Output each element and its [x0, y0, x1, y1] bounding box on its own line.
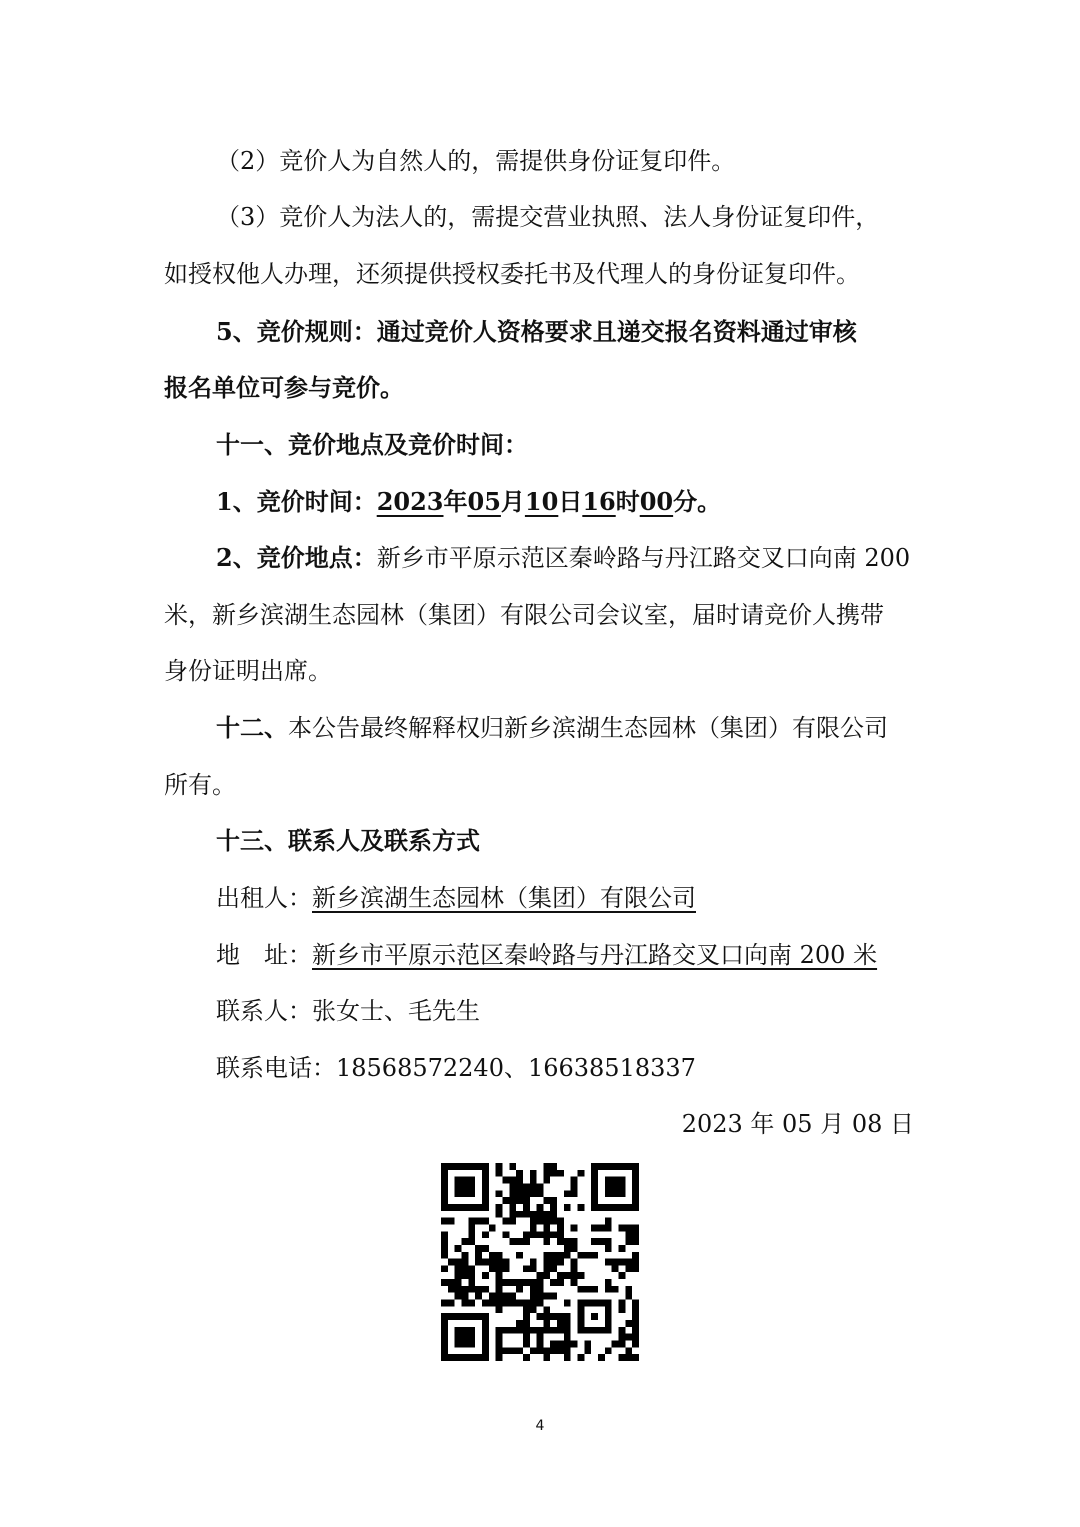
qr-code-icon	[441, 1163, 639, 1361]
bidding-month: 05	[467, 487, 501, 516]
bidding-time-label: 1、竞价时间：	[216, 487, 377, 516]
page-number: 4	[535, 1418, 545, 1434]
lessor-label: 出租人：	[216, 884, 312, 912]
section-12-label: 十二、	[216, 713, 288, 742]
section-11-title: 十一、竞价地点及竞价时间：	[216, 430, 528, 459]
bidding-time	[0, 485, 1080, 519]
bidding-year: 2023	[376, 487, 444, 516]
paragraph-legal-person-line2: 如授权他人办理，还须提供授权委托书及代理人的身份证复印件。	[164, 260, 860, 288]
section-12-text: 本公告最终解释权归新乡滨湖生态园林（集团）有限公司	[288, 714, 888, 742]
bidding-rule-line1: 5、竞价规则：通过竞价人资格要求且递交报名资料通过审核	[216, 317, 857, 346]
section-12-line1	[0, 711, 1080, 745]
hour-unit: 时	[615, 487, 640, 516]
contact-person: 联系人：张女士、毛先生	[216, 997, 480, 1025]
month-unit: 月	[500, 487, 525, 516]
bidding-place-line1	[0, 541, 1080, 575]
address-label: 地 址：	[216, 941, 312, 969]
lessor-row	[0, 881, 1080, 915]
section-13-title: 十三、联系人及联系方式	[216, 826, 480, 855]
section-12-line2: 所有。	[164, 771, 236, 799]
paragraph-natural-person: （2）竞价人为自然人的，需提供身份证复印件。	[216, 147, 736, 175]
bidding-hour: 16	[582, 487, 616, 516]
bidding-rule-line2: 报名单位可参与竞价。	[164, 373, 404, 402]
bidding-place-line2: 米，新乡滨湖生态园林（集团）有限公司会议室，届时请竞价人携带	[164, 601, 884, 629]
announcement-date: 2023 年 05 月 08 日	[681, 1110, 914, 1138]
address-value: 新乡市平原示范区秦岭路与丹江路交叉口向南 200 米	[312, 941, 878, 969]
day-unit: 日	[558, 487, 583, 516]
paragraph-legal-person-line1: （3）竞价人为法人的，需提交营业执照、法人身份证复印件，	[216, 203, 880, 231]
address-row	[0, 938, 1080, 972]
bidding-place-line3: 身份证明出席。	[164, 657, 332, 685]
bidding-minute: 00	[639, 487, 674, 516]
bidding-place-text: 新乡市平原示范区秦岭路与丹江路交叉口向南 200	[376, 544, 911, 572]
contact-phone: 联系电话：18568572240、16638518337	[216, 1054, 696, 1082]
year-unit: 年	[443, 487, 468, 516]
lessor-name: 新乡滨湖生态园林（集团）有限公司	[312, 884, 696, 912]
minute-unit: 分。	[673, 487, 722, 516]
bidding-place-label: 2、竞价地点：	[216, 543, 377, 572]
bidding-day: 10	[524, 487, 559, 516]
